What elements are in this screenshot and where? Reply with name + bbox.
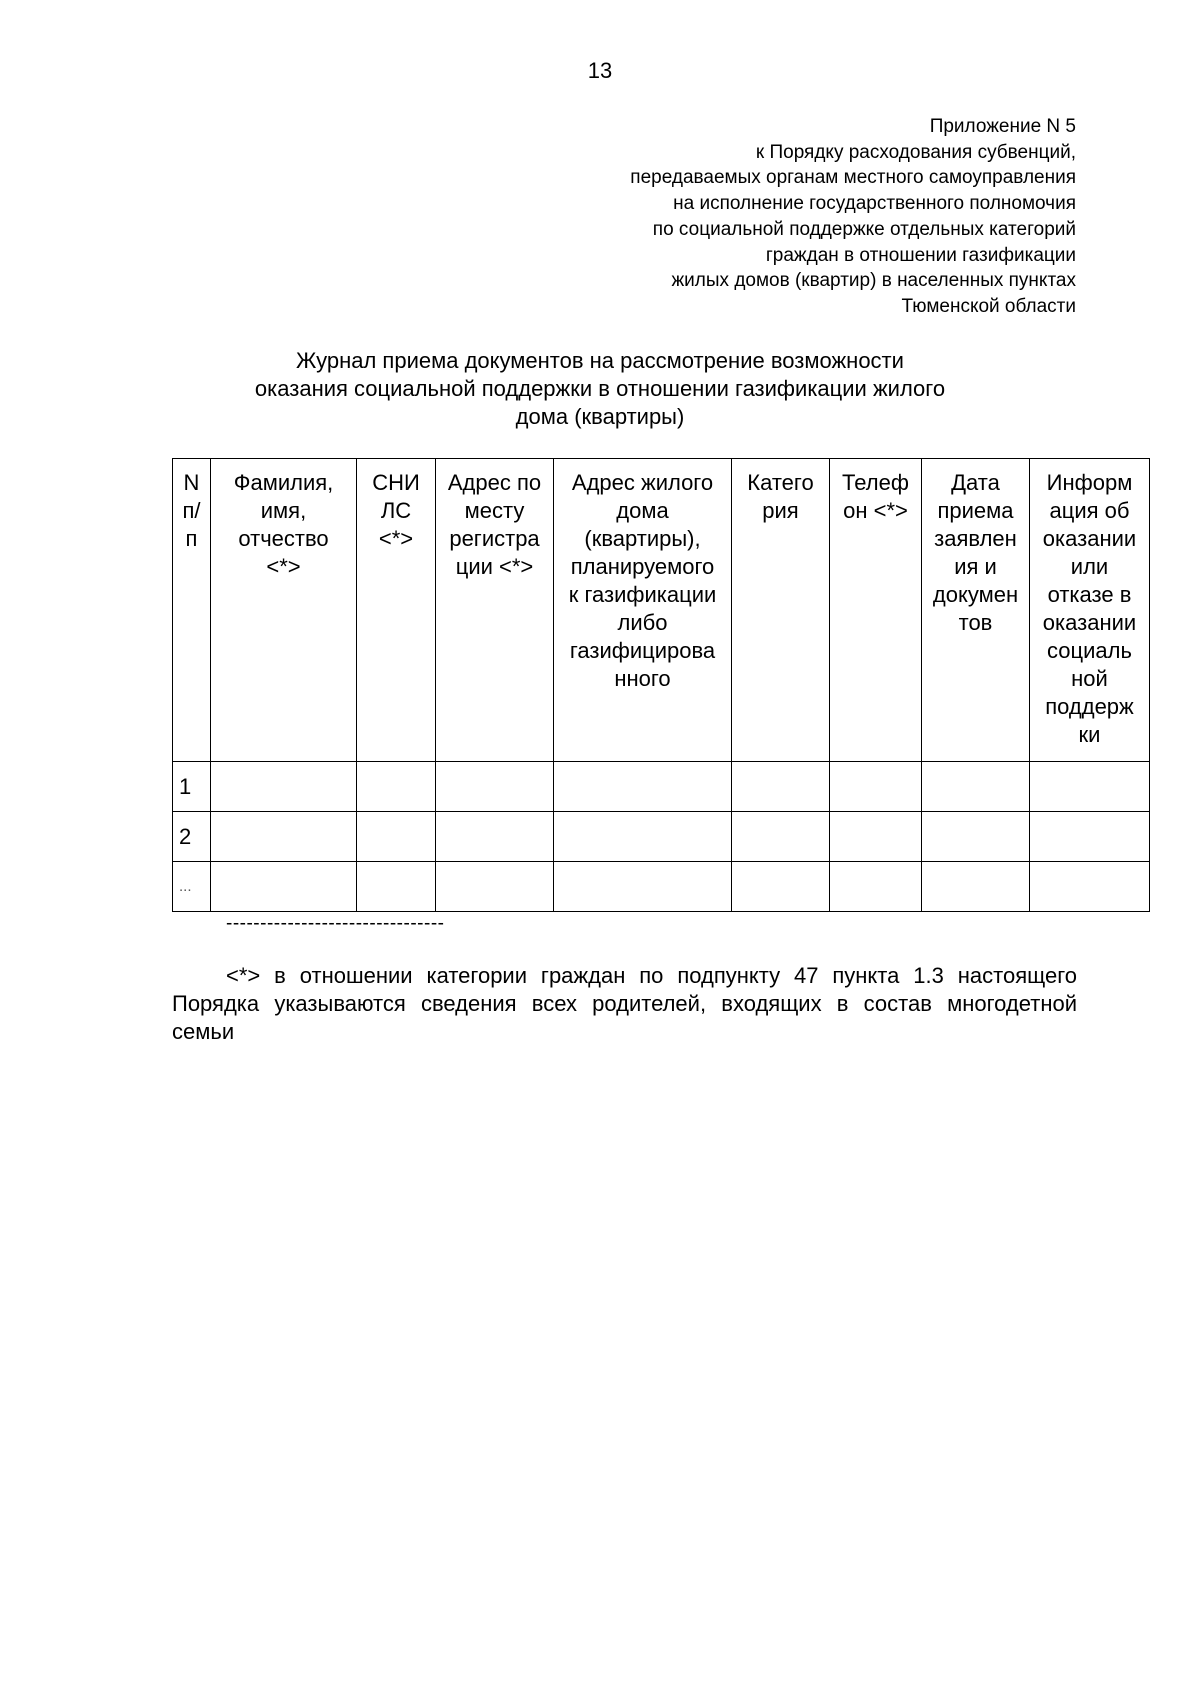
table-cell (1030, 762, 1150, 812)
row-number: 1 (173, 762, 211, 812)
header-line: Адрес жилого (571, 470, 714, 495)
row-number: 2 (173, 812, 211, 862)
header-line: Дата (951, 470, 1000, 495)
header-line: отчество (238, 526, 329, 551)
table-cell (436, 812, 554, 862)
appendix-heading (630, 114, 1076, 320)
header-line: докумен (932, 582, 1019, 607)
footnote-line: Порядка указываются сведения всех родителей, входящих в состав многодетной (172, 991, 1077, 1016)
table-cell (1030, 812, 1150, 862)
header-line: оказании (1042, 526, 1137, 551)
table-row (173, 862, 1150, 912)
header-line: ия и (954, 554, 997, 579)
header-line: ация об (1049, 498, 1130, 523)
header-support-info (1030, 459, 1150, 762)
header-line: <*> (378, 526, 414, 551)
table-cell (211, 812, 357, 862)
table-cell (211, 762, 357, 812)
appendix-line: Приложение N 5 (929, 116, 1076, 137)
header-line: N (183, 470, 200, 495)
header-line: либо (617, 610, 668, 635)
table-cell (1030, 862, 1150, 912)
table-cell (357, 762, 436, 812)
header-line: оказании (1042, 610, 1137, 635)
header-line: приема (937, 498, 1014, 523)
header-receipt-date (922, 459, 1030, 762)
table-cell (357, 862, 436, 912)
table-header-row (173, 459, 1150, 762)
header-line: п/ (182, 498, 201, 523)
header-category (732, 459, 830, 762)
header-line: к газификации (568, 582, 717, 607)
header-line: тов (958, 610, 993, 635)
header-line: или (1070, 554, 1109, 579)
table-cell (357, 812, 436, 862)
header-line: <*> (266, 554, 301, 579)
table-cell (436, 762, 554, 812)
table-row (173, 762, 1150, 812)
table-cell (830, 762, 922, 812)
header-line: заявлен (934, 526, 1017, 551)
header-line: ки (1078, 722, 1101, 747)
table-cell (732, 762, 830, 812)
table-cell (211, 862, 357, 912)
header-line: ции <*> (455, 554, 534, 579)
header-line: СНИ (372, 470, 420, 495)
header-line: Фамилия, (233, 470, 334, 495)
header-line: он <*> (843, 498, 908, 523)
header-line: Адрес по (447, 470, 542, 495)
header-phone (830, 459, 922, 762)
header-line: планируемого (570, 554, 715, 579)
footnote-line: семьи (172, 1019, 235, 1044)
header-line: социаль (1047, 638, 1132, 663)
table-cell (830, 812, 922, 862)
table-cell (554, 862, 732, 912)
journal-title-line: Журнал приема документов на рассмотрение возможности (296, 348, 904, 373)
appendix-line: на исполнение государственного полномочия (673, 193, 1076, 215)
footnote-separator: -------------------------------- (226, 913, 445, 934)
table-row (173, 812, 1150, 862)
appendix-line: к Порядку расходования субвенций, (755, 141, 1076, 163)
journal-title-line: дома (квартиры) (515, 404, 685, 429)
journal-table (172, 458, 1150, 912)
table-cell (922, 762, 1030, 812)
header-line: (квартиры), (584, 526, 701, 551)
header-line: Телеф (842, 470, 909, 495)
header-line: поддерж (1045, 694, 1134, 719)
table-cell (732, 862, 830, 912)
header-line: ЛС (380, 498, 412, 523)
table-cell (922, 812, 1030, 862)
header-line: ной (1071, 666, 1108, 691)
header-number (173, 459, 211, 762)
header-line: отказе в (1047, 582, 1132, 607)
header-house-address (554, 459, 732, 762)
row-number: ... (173, 862, 211, 912)
appendix-line: Тюменской области (901, 295, 1076, 317)
header-line: дома (616, 498, 669, 523)
appendix-line: по социальной поддержке отдельных категорий (652, 218, 1076, 240)
header-full-name (211, 459, 357, 762)
header-line: Катего (747, 470, 814, 495)
header-registration-address (436, 459, 554, 762)
header-line: месту (464, 498, 525, 523)
table-cell (922, 862, 1030, 912)
appendix-line: жилых домов (квартир) в населенных пунктах (671, 270, 1076, 292)
header-line: нного (614, 666, 671, 691)
header-line: п (185, 526, 198, 551)
table-cell (554, 762, 732, 812)
header-line: регистра (449, 526, 540, 551)
appendix-line: граждан в отношении газификации (765, 244, 1076, 266)
header-line: рия (762, 498, 799, 523)
header-snils (357, 459, 436, 762)
table-cell (436, 862, 554, 912)
appendix-line: передаваемых органам местного самоуправления (630, 167, 1076, 189)
header-line: Информ (1046, 470, 1133, 495)
table-cell (830, 862, 922, 912)
footnote (172, 962, 1077, 1046)
footnote-line: <*> в отношении категории граждан по подпункту 47 пункта 1.3 настоящего (226, 963, 1077, 988)
journal-title-line: оказания социальной поддержки в отношении газификации жилого (254, 376, 946, 401)
header-line: имя, (260, 498, 307, 523)
header-line: газифицирова (569, 638, 716, 663)
journal-title (0, 347, 1200, 431)
table-cell (554, 812, 732, 862)
table-cell (732, 812, 830, 862)
page-number: 13 (587, 58, 613, 83)
